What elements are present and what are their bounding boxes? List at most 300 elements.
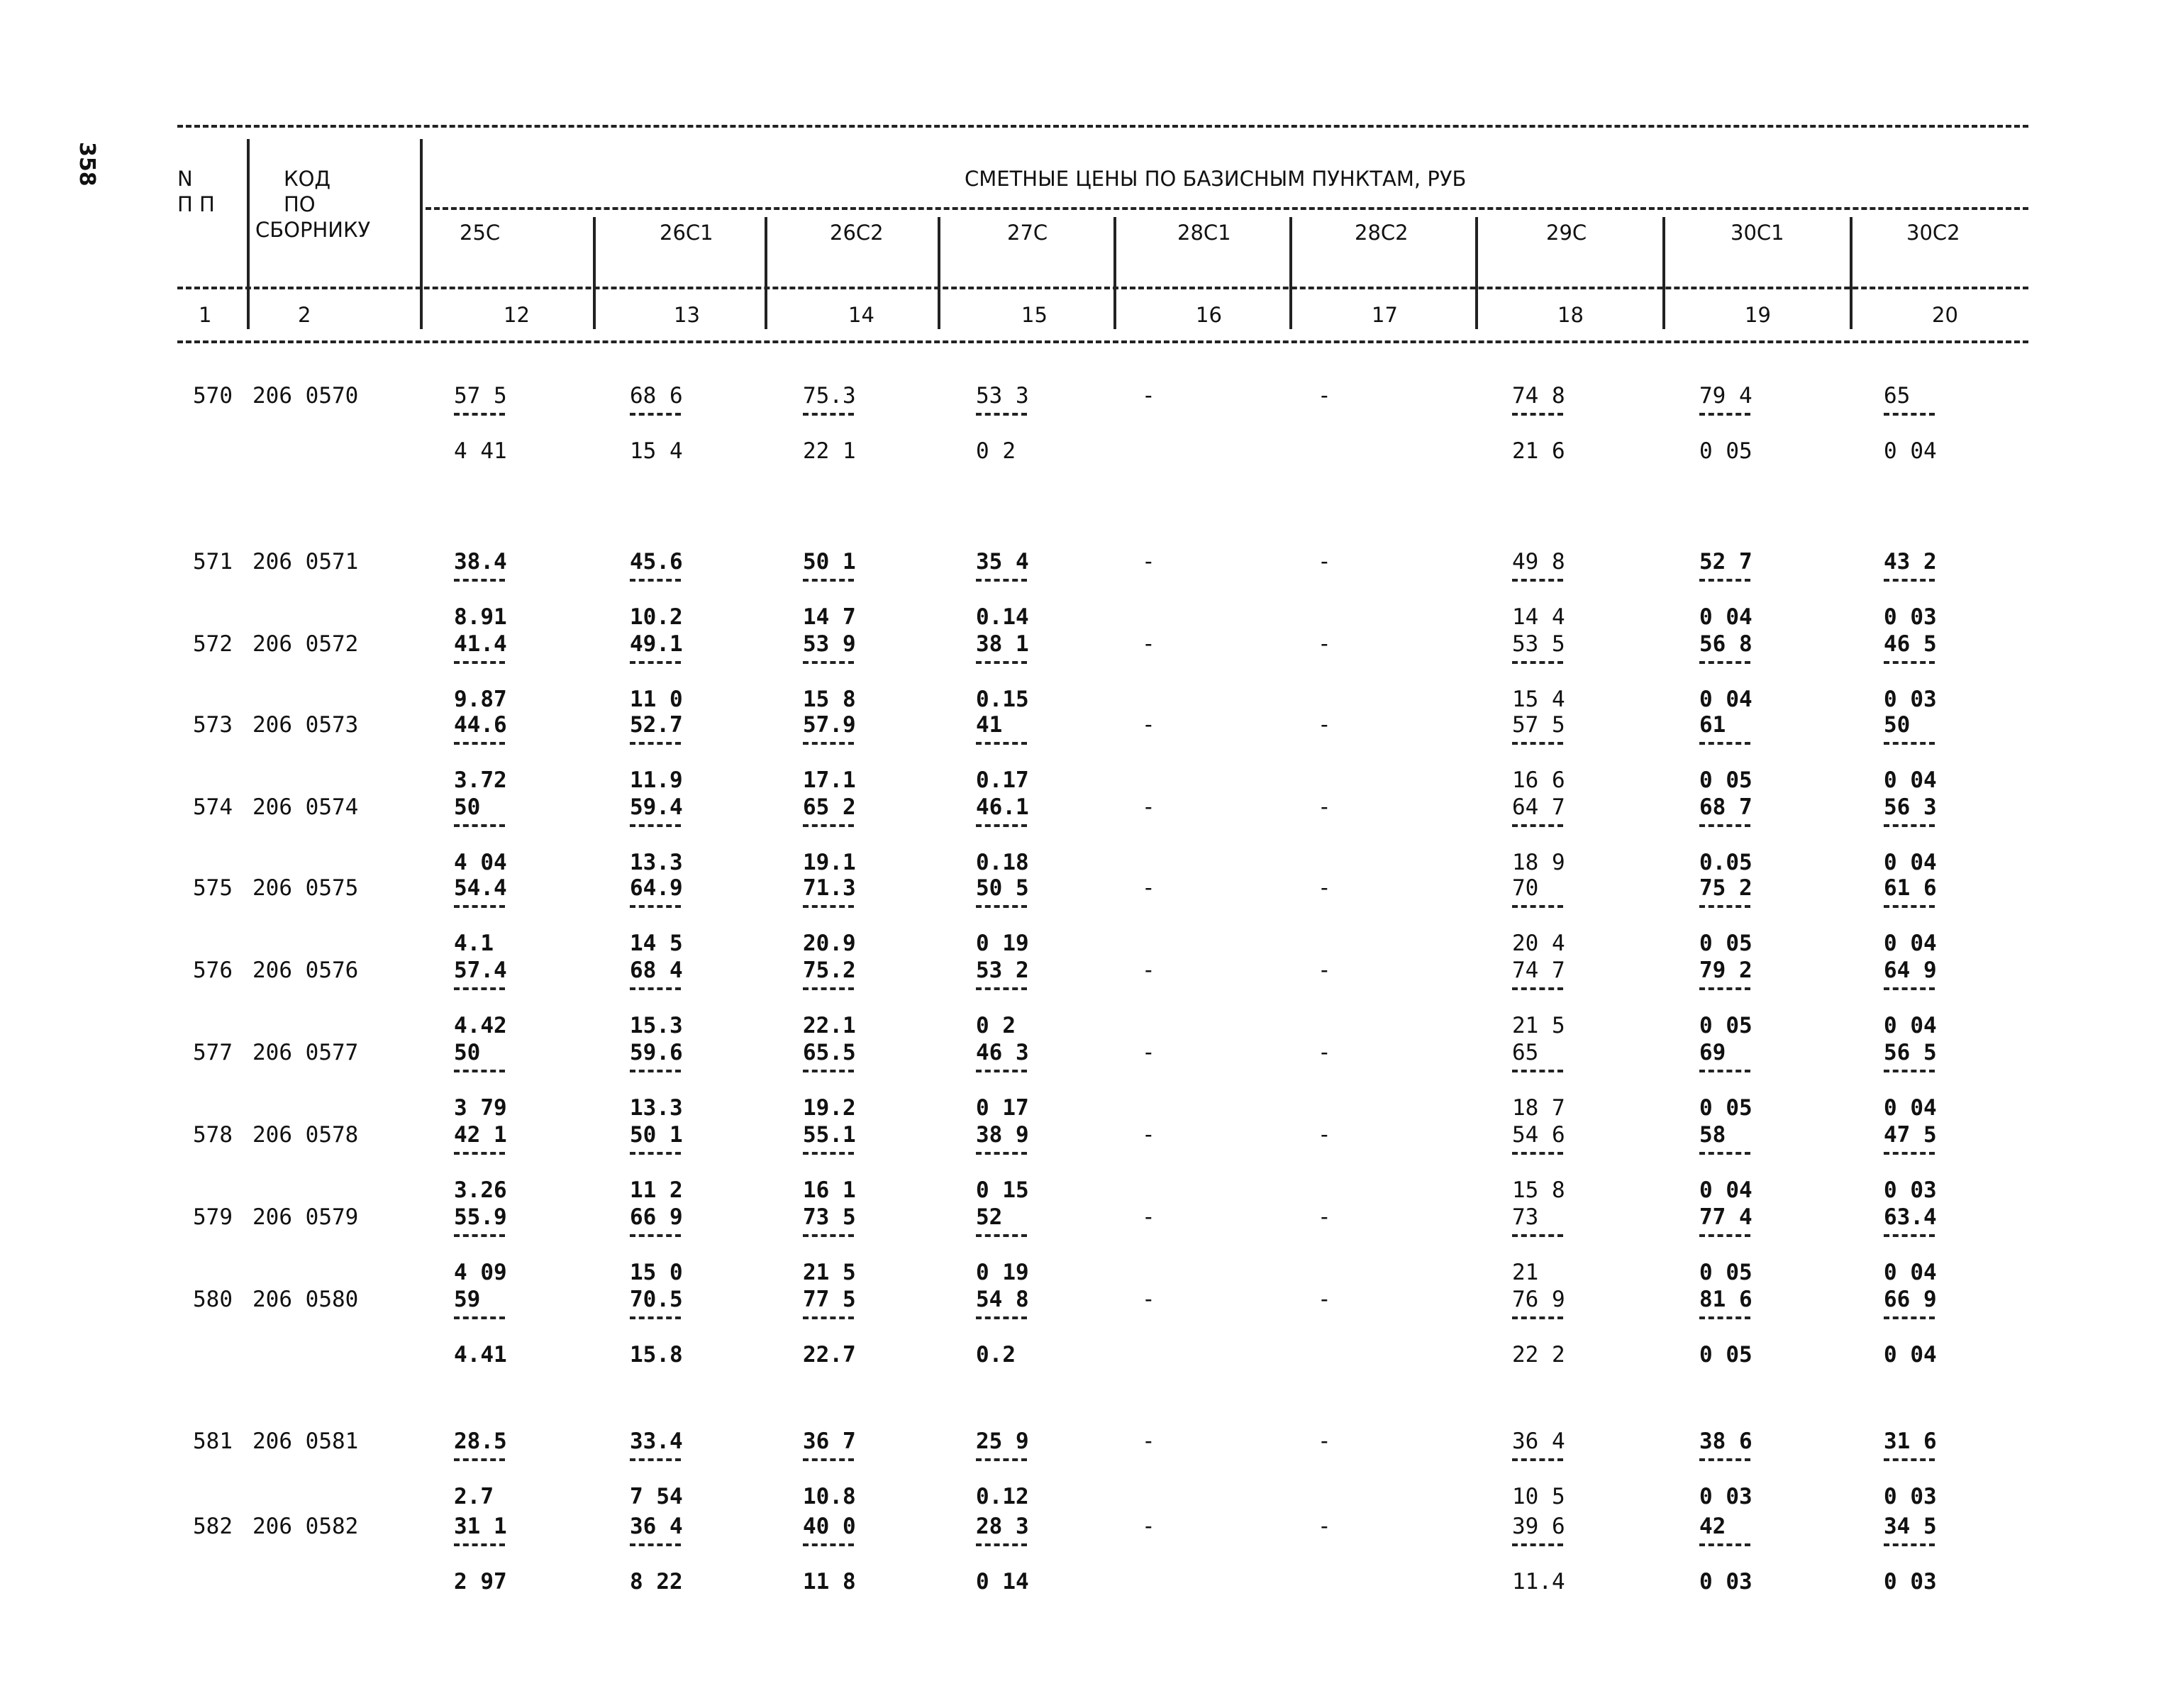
- fraction-bar: [803, 1543, 854, 1546]
- price-value: 64.9: [630, 875, 683, 901]
- price-value: 39 6: [1512, 1514, 1565, 1539]
- price-value: 81 6: [1699, 1287, 1752, 1312]
- price-value: 50 1: [803, 549, 856, 575]
- price-secondary-value: 0 04: [1884, 850, 1937, 875]
- fraction-bar: [1884, 1316, 1935, 1319]
- header-code-line3: СБОРНИКУ: [255, 218, 371, 242]
- price-secondary-value: 0 04: [1884, 931, 1937, 956]
- price-secondary-value: 0 04: [1699, 1177, 1752, 1203]
- price-secondary-value: 14 4: [1512, 604, 1565, 630]
- fraction-bar: [1699, 661, 1750, 664]
- empty-price-dash: -: [1142, 1429, 1155, 1454]
- fraction-bar: [803, 1234, 854, 1237]
- col-index-12: 12: [504, 303, 530, 327]
- fraction-bar: [454, 1316, 505, 1319]
- header-num-line1: N: [177, 167, 193, 191]
- row-number: 570: [193, 383, 233, 409]
- empty-price-dash: -: [1318, 958, 1331, 983]
- fraction-bar: [1884, 1152, 1935, 1155]
- price-secondary-value: 0 03: [1884, 1177, 1937, 1203]
- price-secondary-value: 2 97: [454, 1569, 507, 1595]
- fraction-bar: [1884, 413, 1935, 416]
- fraction-bar: [454, 1234, 505, 1237]
- fraction-bar: [803, 413, 854, 416]
- price-secondary-value: 15.8: [630, 1342, 683, 1368]
- fraction-bar: [1884, 824, 1935, 827]
- price-secondary-value: 19.1: [803, 850, 856, 875]
- header-separator: [247, 139, 250, 329]
- price-value: 74 8: [1512, 383, 1565, 409]
- fraction-bar: [803, 661, 854, 664]
- fraction-bar: [803, 1458, 854, 1461]
- price-value: 43 2: [1884, 549, 1937, 575]
- price-secondary-value: 15 4: [630, 438, 683, 464]
- fraction-bar: [1512, 661, 1563, 664]
- price-value: 40 0: [803, 1514, 856, 1539]
- row-number: 578: [193, 1122, 233, 1148]
- fraction-bar: [1884, 579, 1935, 582]
- fraction-bar: [1699, 905, 1750, 908]
- price-secondary-value: 0 2: [976, 438, 1016, 464]
- price-value: 38 6: [1699, 1429, 1752, 1454]
- price-value: 58: [1699, 1122, 1726, 1148]
- price-secondary-value: 16 6: [1512, 767, 1565, 793]
- fraction-bar: [630, 1070, 681, 1072]
- fraction-bar: [630, 1152, 681, 1155]
- fraction-bar: [1699, 413, 1750, 416]
- price-value: 59: [454, 1287, 481, 1312]
- price-value: 55.9: [454, 1204, 507, 1230]
- empty-price-dash: -: [1318, 875, 1331, 901]
- price-secondary-value: 0 04: [1884, 1013, 1937, 1038]
- price-value: 66 9: [1884, 1287, 1937, 1312]
- header-group-title: СМЕТНЫЕ ЦЕНЫ ПО БАЗИСНЫМ ПУНКТАМ, РУБ: [965, 167, 1467, 191]
- row-number: 577: [193, 1040, 233, 1065]
- price-secondary-value: 10 5: [1512, 1484, 1565, 1509]
- price-value: 53 5: [1512, 631, 1565, 657]
- fraction-bar: [630, 742, 681, 745]
- price-value: 50: [454, 1040, 481, 1065]
- fraction-bar: [803, 1316, 854, 1319]
- price-value: 74 7: [1512, 958, 1565, 983]
- fraction-bar: [803, 742, 854, 745]
- fraction-bar: [803, 987, 854, 990]
- col-index-18: 18: [1557, 303, 1584, 327]
- fraction-bar: [1884, 905, 1935, 908]
- price-secondary-value: 4.1: [454, 931, 494, 956]
- price-secondary-value: 20.9: [803, 931, 856, 956]
- price-secondary-value: 18 7: [1512, 1095, 1565, 1121]
- price-secondary-value: 0.18: [976, 850, 1029, 875]
- price-value: 38 9: [976, 1122, 1029, 1148]
- price-value: 59.4: [630, 794, 683, 820]
- col-index-13: 13: [674, 303, 700, 327]
- price-value: 69: [1699, 1040, 1726, 1065]
- price-value: 31 1: [454, 1514, 507, 1539]
- fraction-bar: [454, 1070, 505, 1072]
- price-secondary-value: 11.4: [1512, 1569, 1565, 1595]
- fraction-bar: [1512, 1152, 1563, 1155]
- price-value: 36 4: [630, 1514, 683, 1539]
- empty-price-dash: -: [1318, 1514, 1331, 1539]
- price-secondary-value: 0 19: [976, 1260, 1029, 1285]
- col-index-19: 19: [1745, 303, 1771, 327]
- price-value: 76 9: [1512, 1287, 1565, 1312]
- price-value: 64 9: [1884, 958, 1937, 983]
- price-value: 42: [1699, 1514, 1726, 1539]
- price-secondary-value: 0 03: [1884, 604, 1937, 630]
- price-secondary-value: 21 6: [1512, 438, 1565, 464]
- price-value: 55.1: [803, 1122, 856, 1148]
- price-secondary-value: 15.3: [630, 1013, 683, 1038]
- price-value: 46.1: [976, 794, 1029, 820]
- price-secondary-value: 0 03: [1699, 1569, 1752, 1595]
- row-number: 573: [193, 712, 233, 738]
- row-code: 206 0574: [252, 794, 359, 820]
- empty-price-dash: -: [1318, 1040, 1331, 1065]
- price-value: 79 4: [1699, 383, 1752, 409]
- empty-price-dash: -: [1142, 712, 1155, 738]
- empty-price-dash: -: [1318, 794, 1331, 820]
- price-value: 25 9: [976, 1429, 1029, 1454]
- price-secondary-value: 4 41: [454, 438, 507, 464]
- header-separator: [938, 217, 940, 329]
- price-value: 28.5: [454, 1429, 507, 1454]
- price-col-27c: 27С: [1007, 221, 1048, 245]
- price-col-30c2: 30С2: [1906, 221, 1960, 245]
- col-index-1: 1: [199, 303, 212, 327]
- price-value: 46 5: [1884, 631, 1937, 657]
- price-secondary-value: 0 04: [1884, 767, 1937, 793]
- fraction-bar: [976, 1070, 1027, 1072]
- price-value: 73: [1512, 1204, 1539, 1230]
- header-separator: [1289, 217, 1292, 329]
- price-secondary-value: 0 03: [1699, 1484, 1752, 1509]
- price-col-30c1: 30С1: [1731, 221, 1784, 245]
- fraction-bar: [1512, 905, 1563, 908]
- price-secondary-value: 10.8: [803, 1484, 856, 1509]
- row-code: 206 0581: [252, 1429, 359, 1454]
- fraction-bar: [454, 661, 505, 664]
- price-secondary-value: 10.2: [630, 604, 683, 630]
- row-code: 206 0582: [252, 1514, 359, 1539]
- price-col-29c: 29С: [1546, 221, 1587, 245]
- col-index-17: 17: [1372, 303, 1398, 327]
- fraction-bar: [976, 742, 1027, 745]
- fraction-bar: [454, 1458, 505, 1461]
- price-secondary-value: 15 8: [803, 687, 856, 712]
- empty-price-dash: -: [1142, 1287, 1155, 1312]
- price-secondary-value: 14 7: [803, 604, 856, 630]
- fraction-bar: [454, 905, 505, 908]
- header-separator: [593, 217, 596, 329]
- header-top-rule: [177, 125, 2028, 128]
- row-number: 572: [193, 631, 233, 657]
- price-value: 65: [1512, 1040, 1539, 1065]
- price-value: 54.4: [454, 875, 507, 901]
- empty-price-dash: -: [1318, 1287, 1331, 1312]
- price-value: 77 5: [803, 1287, 856, 1312]
- empty-price-dash: -: [1142, 875, 1155, 901]
- price-secondary-value: 4 09: [454, 1260, 507, 1285]
- row-code: 206 0578: [252, 1122, 359, 1148]
- price-value: 68 4: [630, 958, 683, 983]
- fraction-bar: [630, 1543, 681, 1546]
- fraction-bar: [454, 742, 505, 745]
- empty-price-dash: -: [1142, 794, 1155, 820]
- price-value: 49 8: [1512, 549, 1565, 575]
- header-group-rule: [426, 207, 2028, 210]
- price-secondary-value: 0 03: [1884, 1484, 1937, 1509]
- price-secondary-value: 22.1: [803, 1013, 856, 1038]
- price-value: 73 5: [803, 1204, 856, 1230]
- price-secondary-value: 0.12: [976, 1484, 1029, 1509]
- price-value: 54 6: [1512, 1122, 1565, 1148]
- price-secondary-value: 11 2: [630, 1177, 683, 1203]
- fraction-bar: [976, 1316, 1027, 1319]
- price-secondary-value: 0 05: [1699, 438, 1752, 464]
- price-col-26c2: 26С2: [830, 221, 884, 245]
- price-value: 65: [1884, 383, 1911, 409]
- price-value: 31 6: [1884, 1429, 1937, 1454]
- price-value: 56 5: [1884, 1040, 1937, 1065]
- empty-price-dash: -: [1142, 383, 1155, 409]
- fraction-bar: [976, 1234, 1027, 1237]
- price-value: 61: [1699, 712, 1726, 738]
- empty-price-dash: -: [1142, 1204, 1155, 1230]
- fraction-bar: [803, 905, 854, 908]
- price-secondary-value: 0 05: [1699, 1013, 1752, 1038]
- price-secondary-value: 0 04: [1884, 1095, 1937, 1121]
- fraction-bar: [1512, 824, 1563, 827]
- fraction-bar: [1699, 742, 1750, 745]
- fraction-bar: [1699, 579, 1750, 582]
- header-separator: [1662, 217, 1665, 329]
- price-value: 44.6: [454, 712, 507, 738]
- empty-price-dash: -: [1142, 631, 1155, 657]
- fraction-bar: [1699, 1458, 1750, 1461]
- price-col-26c1: 26С1: [660, 221, 713, 245]
- row-code: 206 0576: [252, 958, 359, 983]
- fraction-bar: [630, 987, 681, 990]
- fraction-bar: [1699, 1152, 1750, 1155]
- fraction-bar: [803, 824, 854, 827]
- row-code: 206 0573: [252, 712, 359, 738]
- price-secondary-value: 21: [1512, 1260, 1539, 1285]
- price-secondary-value: 0 14: [976, 1569, 1029, 1595]
- price-secondary-value: 0.05: [1699, 850, 1752, 875]
- price-secondary-value: 8.91: [454, 604, 507, 630]
- price-value: 56 3: [1884, 794, 1937, 820]
- price-secondary-value: 0 04: [1699, 687, 1752, 712]
- price-value: 61 6: [1884, 875, 1937, 901]
- price-value: 57.4: [454, 958, 507, 983]
- price-secondary-value: 18 9: [1512, 850, 1565, 875]
- price-secondary-value: 0 04: [1884, 1342, 1937, 1368]
- price-secondary-value: 22.7: [803, 1342, 856, 1368]
- price-secondary-value: 0.15: [976, 687, 1029, 712]
- header-mid-rule: [177, 287, 2028, 289]
- price-value: 64 7: [1512, 794, 1565, 820]
- header-separator: [420, 139, 423, 329]
- price-secondary-value: 0 15: [976, 1177, 1029, 1203]
- price-value: 46 3: [976, 1040, 1029, 1065]
- price-value: 35 4: [976, 549, 1029, 575]
- row-code: 206 0580: [252, 1287, 359, 1312]
- row-code: 206 0570: [252, 383, 359, 409]
- fraction-bar: [630, 1458, 681, 1461]
- price-value: 28 3: [976, 1514, 1029, 1539]
- empty-price-dash: -: [1318, 631, 1331, 657]
- price-value: 68 6: [630, 383, 683, 409]
- fraction-bar: [630, 413, 681, 416]
- price-value: 68 7: [1699, 794, 1752, 820]
- fraction-bar: [1884, 742, 1935, 745]
- fraction-bar: [630, 661, 681, 664]
- price-value: 45.6: [630, 549, 683, 575]
- fraction-bar: [454, 579, 505, 582]
- price-value: 50: [454, 794, 481, 820]
- price-secondary-value: 0 04: [1884, 1260, 1937, 1285]
- empty-price-dash: -: [1142, 549, 1155, 575]
- fraction-bar: [1699, 1316, 1750, 1319]
- empty-price-dash: -: [1318, 1204, 1331, 1230]
- fraction-bar: [630, 1316, 681, 1319]
- fraction-bar: [1512, 742, 1563, 745]
- price-secondary-value: 0 03: [1884, 1569, 1937, 1595]
- page-number: 358: [74, 142, 99, 187]
- price-secondary-value: 9.87: [454, 687, 507, 712]
- price-value: 53 2: [976, 958, 1029, 983]
- price-value: 34 5: [1884, 1514, 1937, 1539]
- price-value: 79 2: [1699, 958, 1752, 983]
- price-value: 52.7: [630, 712, 683, 738]
- price-secondary-value: 17.1: [803, 767, 856, 793]
- row-code: 206 0571: [252, 549, 359, 575]
- price-value: 65 2: [803, 794, 856, 820]
- header-code-line1: КОД: [284, 167, 331, 191]
- price-secondary-value: 14 5: [630, 931, 683, 956]
- price-value: 57 5: [454, 383, 507, 409]
- fraction-bar: [630, 905, 681, 908]
- price-value: 53 3: [976, 383, 1029, 409]
- price-value: 49.1: [630, 631, 683, 657]
- header-code-line2: ПО: [284, 192, 316, 216]
- price-secondary-value: 13.3: [630, 1095, 683, 1121]
- fraction-bar: [454, 987, 505, 990]
- row-number: 582: [193, 1514, 233, 1539]
- empty-price-dash: -: [1142, 1514, 1155, 1539]
- price-secondary-value: 2.7: [454, 1484, 494, 1509]
- price-value: 50: [1884, 712, 1911, 738]
- price-value: 36 4: [1512, 1429, 1565, 1454]
- price-value: 70: [1512, 875, 1539, 901]
- fraction-bar: [630, 824, 681, 827]
- header-separator: [1850, 217, 1853, 329]
- col-index-20: 20: [1932, 303, 1958, 327]
- fraction-bar: [1699, 1543, 1750, 1546]
- price-value: 65.5: [803, 1040, 856, 1065]
- fraction-bar: [1512, 1316, 1563, 1319]
- fraction-bar: [1512, 579, 1563, 582]
- fraction-bar: [976, 905, 1027, 908]
- price-secondary-value: 0 19: [976, 931, 1029, 956]
- fraction-bar: [1512, 1070, 1563, 1072]
- price-secondary-value: 3.26: [454, 1177, 507, 1203]
- price-value: 75.2: [803, 958, 856, 983]
- price-secondary-value: 11 8: [803, 1569, 856, 1595]
- fraction-bar: [1512, 1458, 1563, 1461]
- row-number: 571: [193, 549, 233, 575]
- price-value: 52 7: [1699, 549, 1752, 575]
- price-value: 57 5: [1512, 712, 1565, 738]
- empty-price-dash: -: [1318, 712, 1331, 738]
- fraction-bar: [976, 1152, 1027, 1155]
- header-separator: [1113, 217, 1116, 329]
- fraction-bar: [1512, 1543, 1563, 1546]
- price-value: 41.4: [454, 631, 507, 657]
- price-secondary-value: 15 8: [1512, 1177, 1565, 1203]
- row-number: 574: [193, 794, 233, 820]
- price-secondary-value: 19.2: [803, 1095, 856, 1121]
- col-index-14: 14: [848, 303, 874, 327]
- fraction-bar: [803, 1070, 854, 1072]
- fraction-bar: [976, 413, 1027, 416]
- empty-price-dash: -: [1318, 383, 1331, 409]
- col-index-16: 16: [1196, 303, 1222, 327]
- price-secondary-value: 0 2: [976, 1013, 1016, 1038]
- price-value: 38.4: [454, 549, 507, 575]
- fraction-bar: [1699, 824, 1750, 827]
- price-secondary-value: 4 04: [454, 850, 507, 875]
- price-value: 71.3: [803, 875, 856, 901]
- row-code: 206 0572: [252, 631, 359, 657]
- price-col-25c: 25С: [460, 221, 501, 245]
- price-value: 38 1: [976, 631, 1029, 657]
- price-secondary-value: 0 17: [976, 1095, 1029, 1121]
- row-code: 206 0579: [252, 1204, 359, 1230]
- empty-price-dash: -: [1142, 1040, 1155, 1065]
- fraction-bar: [976, 579, 1027, 582]
- fraction-bar: [1699, 1234, 1750, 1237]
- price-value: 77 4: [1699, 1204, 1752, 1230]
- price-secondary-value: 13.3: [630, 850, 683, 875]
- price-value: 56 8: [1699, 631, 1752, 657]
- empty-price-dash: -: [1142, 1122, 1155, 1148]
- price-value: 42 1: [454, 1122, 507, 1148]
- header-separator: [765, 217, 767, 329]
- price-secondary-value: 0.17: [976, 767, 1029, 793]
- price-secondary-value: 0 05: [1699, 1095, 1752, 1121]
- header-num-line2: П П: [177, 192, 215, 216]
- price-secondary-value: 4.41: [454, 1342, 507, 1368]
- fraction-bar: [803, 579, 854, 582]
- price-secondary-value: 0 04: [1699, 604, 1752, 630]
- price-secondary-value: 0 05: [1699, 1342, 1752, 1368]
- empty-price-dash: -: [1318, 549, 1331, 575]
- fraction-bar: [1699, 1070, 1750, 1072]
- price-value: 75 2: [1699, 875, 1752, 901]
- empty-price-dash: -: [1142, 958, 1155, 983]
- price-value: 70.5: [630, 1287, 683, 1312]
- price-secondary-value: 8 22: [630, 1569, 683, 1595]
- fraction-bar: [1884, 1234, 1935, 1237]
- row-number: 580: [193, 1287, 233, 1312]
- row-number: 581: [193, 1429, 233, 1454]
- col-index-15: 15: [1021, 303, 1048, 327]
- row-code: 206 0577: [252, 1040, 359, 1065]
- price-secondary-value: 11 0: [630, 687, 683, 712]
